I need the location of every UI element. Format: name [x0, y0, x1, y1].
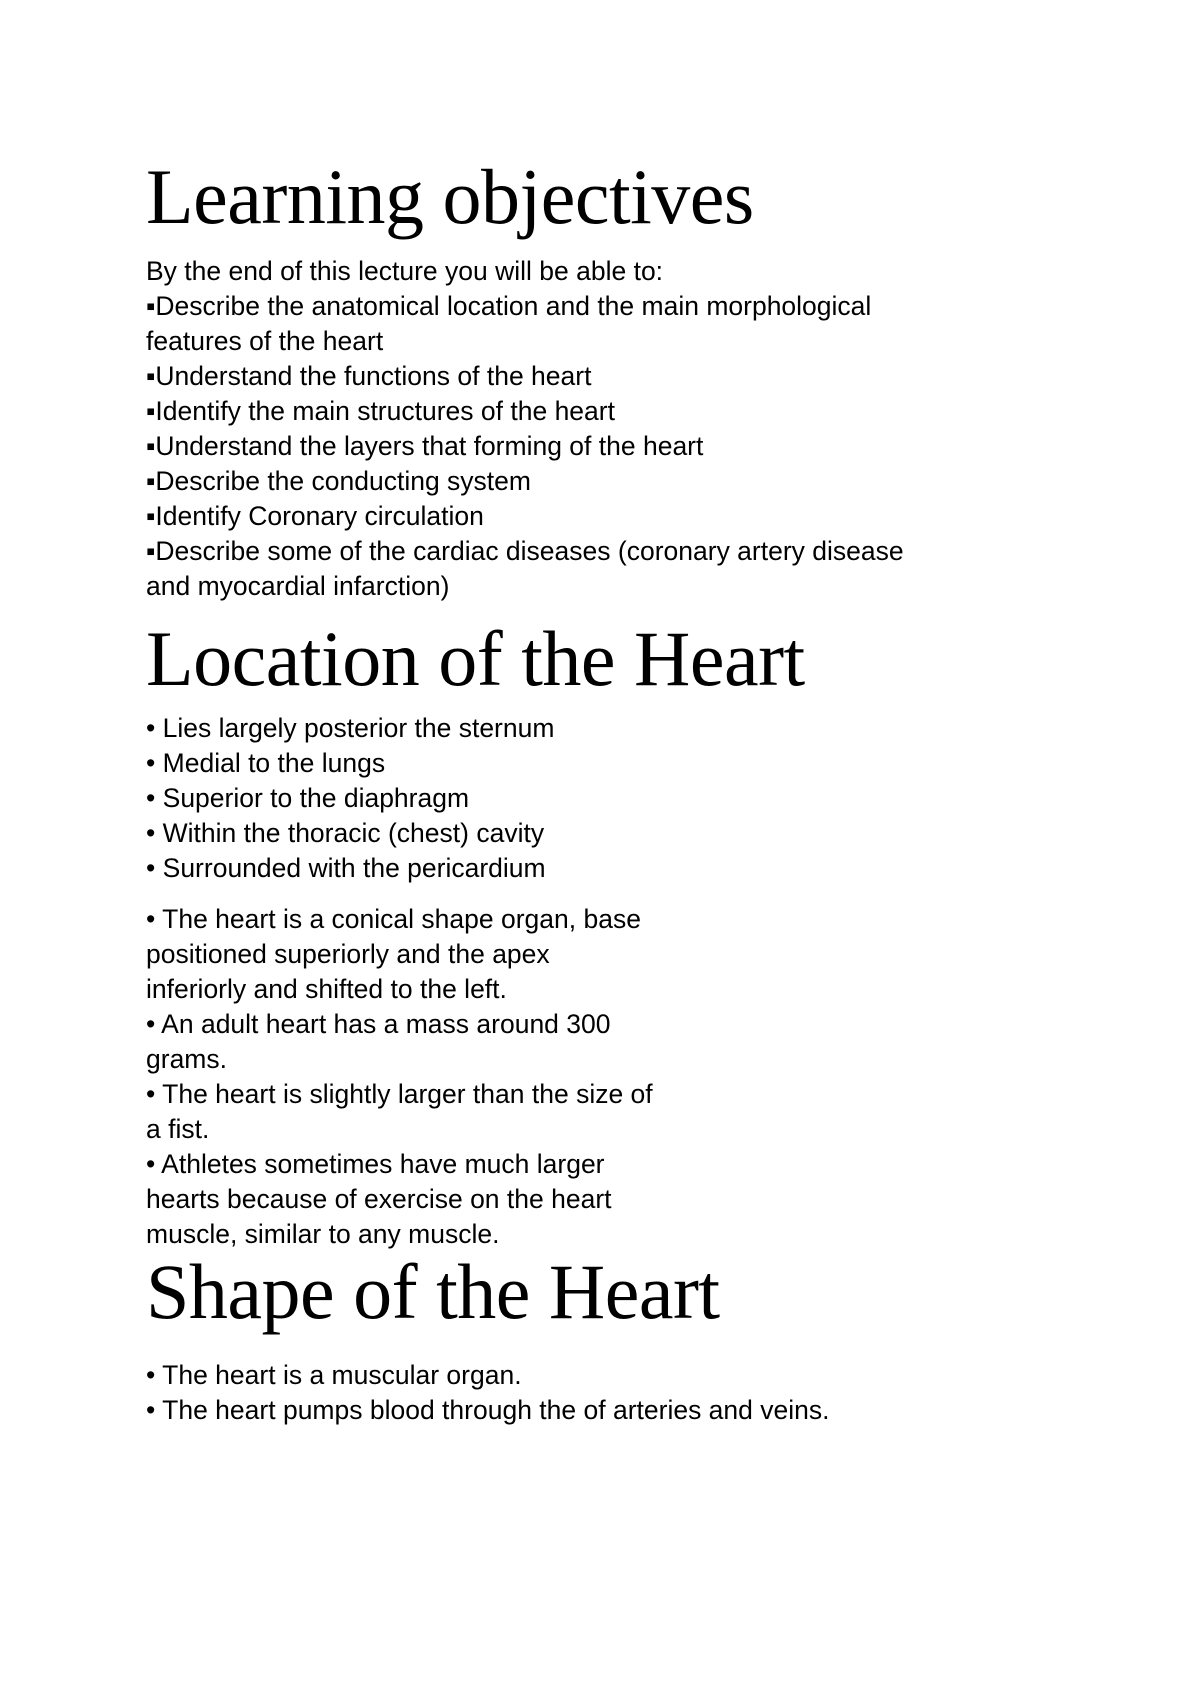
shape-bullet-list: [146, 1358, 830, 1428]
location-heading: Location of the Heart: [146, 615, 805, 702]
location-bullet: • Lies largely posterior the sternum: [146, 713, 555, 743]
location-bullet: • Superior to the diaphragm: [146, 783, 470, 813]
shape-bullet: • The heart is a muscular organ.: [146, 1360, 522, 1390]
objective-item: ▪Identify the main structures of the heart: [146, 396, 615, 426]
location-bullet-list: [146, 711, 554, 886]
fact-line: grams.: [146, 1044, 227, 1074]
fact-line: positioned superiorly and the apex: [146, 939, 550, 969]
fact-line: inferiorly and shifted to the left.: [146, 974, 507, 1004]
fact-line: a fist.: [146, 1114, 210, 1144]
fact-line: • An adult heart has a mass around 300: [146, 1009, 611, 1039]
fact-line: • The heart is a conical shape organ, base: [146, 904, 641, 934]
fact-line: • Athletes sometimes have much larger: [146, 1149, 605, 1179]
location-bullet: • Surrounded with the pericardium: [146, 853, 546, 883]
objectives-intro: By the end of this lecture you will be able to:: [146, 256, 664, 286]
objective-item: ▪Describe the anatomical location and the main morphological: [146, 291, 872, 321]
location-bullet: • Medial to the lungs: [146, 748, 386, 778]
objective-item-continuation: and myocardial infarction): [146, 571, 450, 601]
learning-objectives-heading: Learning objectives: [146, 153, 754, 240]
objective-item: ▪Identify Coronary circulation: [146, 501, 484, 531]
objective-item: ▪Understand the layers that forming of the heart: [146, 431, 704, 461]
heart-facts-paragraph: [146, 902, 653, 1252]
objective-item: ▪Describe the conducting system: [146, 466, 531, 496]
objective-item-continuation: features of the heart: [146, 326, 384, 356]
learning-objectives-list: [146, 254, 904, 604]
location-bullet: • Within the thoracic (chest) cavity: [146, 818, 545, 848]
fact-line: muscle, similar to any muscle.: [146, 1219, 500, 1249]
shape-bullet: • The heart pumps blood through the of arteries and veins.: [146, 1395, 830, 1425]
fact-line: hearts because of exercise on the heart: [146, 1184, 612, 1214]
shape-heading: Shape of the Heart: [146, 1248, 720, 1335]
fact-line: • The heart is slightly larger than the size of: [146, 1079, 653, 1109]
objective-item: ▪Understand the functions of the heart: [146, 361, 592, 391]
objective-item: ▪Describe some of the cardiac diseases (coronary artery disease: [146, 536, 904, 566]
